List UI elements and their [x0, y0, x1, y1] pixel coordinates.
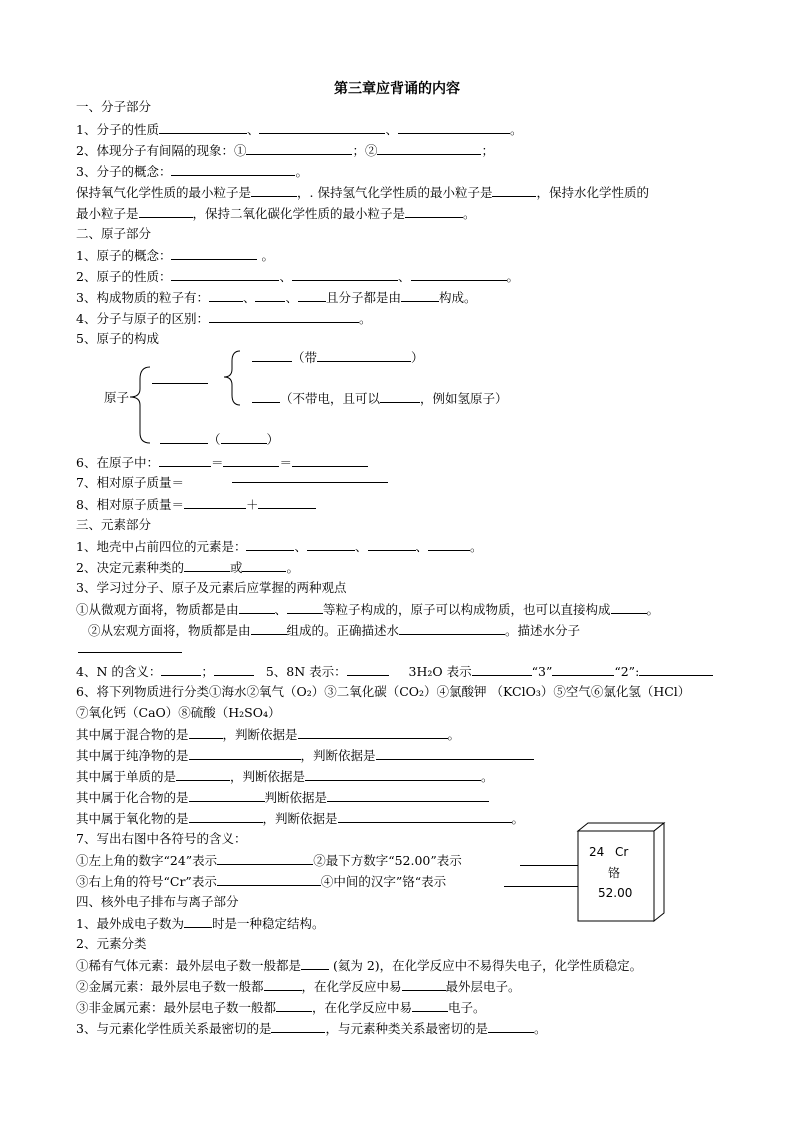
line-e2: 2、决定元素种类的 或 。: [76, 560, 299, 575]
line-e3b: ②从宏观方面将，物质都是由 组成的。正确描述水 。描述水分子: [88, 623, 581, 638]
atom-label: 原子: [104, 390, 130, 405]
line-n3: 3、与元素化学性质关系最密切的是 ，与元素种类关系最密切的是 。: [76, 1021, 547, 1036]
line-n1: 1、最外成电子数为 时是一种稳定结构。: [76, 916, 325, 931]
page-title: 第三章应背诵的内容: [334, 81, 460, 97]
line-n2c: ③非金属元素：最外层电子数一般都 ，在化学反应中易 电子。: [76, 1000, 486, 1015]
element-name: 铬: [608, 866, 621, 880]
line-c1: 其中属于混合物的是 ，判断依据是 。: [76, 727, 461, 742]
neutron-row: （不带电，且可以 ，例如氢原子）: [252, 391, 508, 406]
line-a1: 1、原子的概念： 。: [76, 248, 274, 263]
line-e6b: ⑦氧化钙（CaO）⑧硫酸（H₂SO₄）: [76, 705, 281, 720]
section-heading: 二、原子部分: [76, 226, 152, 241]
line-e7c: ③右上角的符号“Cr”表示 ④中间的汉字”铬“表示: [76, 874, 447, 889]
blank: [504, 886, 580, 887]
line-a8: 8、相对原子质量＝ ＋: [76, 497, 316, 512]
line-a3: 3、构成物质的粒子有： 、 、 且分子都是由 构成。: [76, 290, 477, 305]
line-e4: 4、N 的含义： ； 5、8N 表示： 3H₂O 表示 “3” “2”:: [76, 664, 713, 679]
line-a5: 5、原子的构成: [76, 331, 159, 346]
section-heading: 三、元素部分: [76, 517, 152, 532]
fraction-line: [232, 482, 388, 483]
line-3: 3、分子的概念： 。: [76, 164, 308, 179]
line-4: 保持氧气化学性质的最小粒子是 ，. 保持氢气化学性质的最小粒子是 ，保持水化学性质的: [76, 185, 649, 200]
electron-row: （ ）: [160, 432, 279, 447]
line-c3: 其中属于单质的是 ，判断依据是 。: [76, 769, 494, 784]
element-symbol: Cr: [615, 845, 629, 859]
element-card-3d: [576, 821, 668, 925]
line-5: 最小粒子是 ，保持二氧化碳化学性质的最小粒子是 。: [76, 206, 476, 221]
blank: [520, 865, 580, 866]
line-e3a: ①从微观方面将，物质都是由 、 等粒子构成的，原子可以构成物质，也可以直接构成 。: [76, 602, 660, 617]
line-2: 2、体现分子有间隔的现象：① ；② ；: [76, 143, 494, 158]
line-a7: 7、相对原子质量＝: [76, 475, 184, 490]
line-n2b: ②金属元素：最外层电子数一般都 ，在化学反应中易 最外层电子。: [76, 979, 521, 994]
line-a6: 6、在原子中： ＝ ＝: [76, 455, 368, 470]
line-c4: 其中属于化合物的是 判断依据是: [76, 790, 489, 805]
blank: [152, 383, 208, 384]
line-n2: 2、元素分类: [76, 936, 147, 951]
line-e6: 6、将下列物质进行分类①海水②氧气（O₂）③二氧化碳（CO₂）④氯酸钾 （KClO₃）⑤空气⑥氯化氢（HCl）: [76, 684, 691, 699]
line-1: 1、分子的性质 、 、 。: [76, 122, 523, 137]
section-heading: 一、分子部分: [76, 99, 152, 114]
blank: [78, 652, 182, 653]
line-e3: 3、学习过分子、原子及元素后应掌握的两种观点: [76, 580, 347, 595]
line-n2a: ①稀有气体元素：最外层电子数一般都是 (氦为 2)，在化学反应中不易得失电子，化学性质稳定。: [76, 958, 643, 973]
line-e7: 7、写出右图中各符号的含义：: [76, 831, 247, 846]
element-mass: 52.00: [598, 886, 633, 900]
line-a2: 2、原子的性质： 、 、 。: [76, 269, 520, 284]
line-a4: 4、分子与原子的区别： 。: [76, 311, 372, 326]
line-c5: 其中属于氧化物的是 ，判断依据是 。: [76, 811, 525, 826]
line-e7a: ①左上角的数字“24”表示 ②最下方数字“52.00”表示: [76, 853, 462, 868]
element-number: 24: [589, 845, 605, 859]
section-heading: 四、核外电子排布与离子部分: [76, 894, 239, 909]
line-e1: 1、地壳中占前四位的元素是： 、 、 、 。: [76, 539, 483, 554]
nucleus-row: （带 ）: [252, 350, 424, 365]
line-c2: 其中属于纯净物的是 ，判断依据是: [76, 748, 534, 763]
